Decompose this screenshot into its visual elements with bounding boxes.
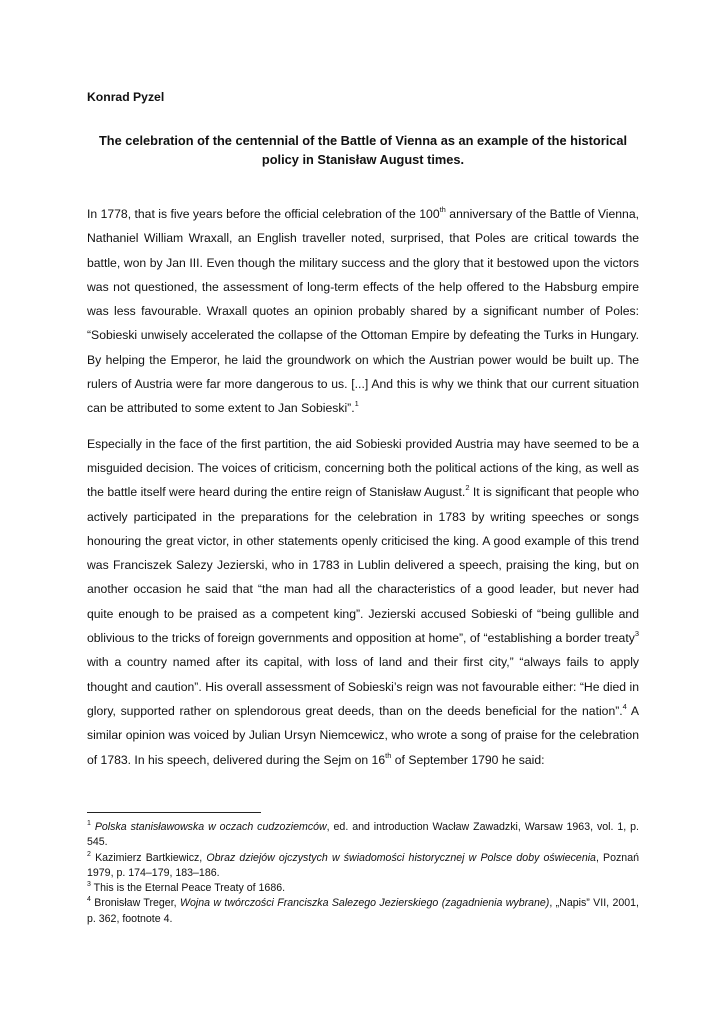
footnote: [87, 820, 639, 851]
footnote: [87, 851, 639, 882]
text-run: anniversary of the Battle of Vienna, Nathaniel William Wraxall, an English traveller noted, surprised, that Poles are critical towards the battle, won by Jan III. Even though the military success and the glory that it bestowed upon the victors was not questioned, the assessment of long-term effects of the help offered to the Habsburg empire was less favourable. Wraxall quotes an opinion probably shared by a significant number of Poles: “Sobieski unwisely accelerated the collapse of the Ottoman Empire by defeating the Turks in Hungary. By helping the Emperor, he laid the groundwork on which the Austrian power would be built up. The rulers of Austria were far more dangerous to us. [...] And this is why we think that our current situation can be attributed to some extent to Jan Sobieski”.: [87, 207, 639, 416]
footnote-text: , „Napis” VII, 2001, p. 362, footnote 4.: [87, 897, 639, 925]
paragraph: [87, 432, 639, 772]
superscript-marker: th: [385, 750, 392, 760]
author-name: Konrad Pyzel: [87, 90, 165, 104]
text-run: Especially in the face of the first partition, the aid Sobieski provided Austria may have seemed to be a misguided decision. The voices of criticism, concerning both the political actions of the king, as well as the battle itself were heard during the entire reign of Stanisław August.: [87, 436, 639, 500]
text-run: of September 1790 he said:: [391, 752, 545, 767]
text-run: In 1778, that is five years before the official celebration of the 100: [87, 207, 440, 221]
superscript-marker: th: [439, 205, 446, 214]
footnote: [87, 881, 639, 896]
text-run: with a country named after its capital, with loss of land and their first city,” “always fails to apply thought and caution”. His overall assessment of Sobieski’s reign was not favourable either: “He died in glory, supported rather on splendorous great deeds, than on the deeds beneficial for the nation”.: [87, 655, 639, 718]
footnote-text: Kazimierz Bartkiewicz,: [95, 851, 207, 864]
superscript-marker: 1: [354, 399, 359, 409]
footnote-title: Obraz dziejów ojczystych w świadomości historycznej w Polsce doby oświecenia: [206, 851, 596, 864]
footnote-number: 4: [87, 896, 91, 904]
footnote-number: 3: [87, 881, 91, 889]
article-body: [87, 202, 639, 783]
text-run: It is significant that people who actively participated in the preparations for the celebration in 1783 by writing speeches or songs honouring the great victor, in other statements openly criticised the king. A good example of this trend was Franciszek Salezy Jezierski, who in 1783 in Lublin delivered a speech, praising the king, but on another occasion he said that “the man had all the characteristics of a good leader, but never had quite enough to be praised as a competent king”. Jezierski accused Sobieski of “being gullible and oblivious to the tricks of foreign governments and opposition at home”, of “establishing a border treaty: [87, 485, 639, 646]
footnote-text: , Poznań 1979, p. 174–179, 183–186.: [87, 851, 639, 879]
footnote-separator: [87, 812, 261, 813]
footnote-number: 1: [87, 820, 91, 827]
footnote-text: This is the Eternal Peace Treaty of 1686.: [93, 882, 286, 895]
paragraph: [87, 202, 639, 421]
footnotes: [87, 820, 639, 927]
superscript-marker: 2: [465, 483, 470, 493]
footnote-text: , ed. and introduction Wacław Zawadzki, Warsaw 1963, vol. 1, p. 545.: [87, 821, 639, 849]
text-run: A similar opinion was voiced by Julian Ursyn Niemcewicz, who wrote a song of praise for the celebration of 1783. In his speech, delivered during the Sejm on 16: [87, 703, 639, 767]
footnote: [87, 896, 639, 927]
footnote-number: 2: [87, 850, 91, 858]
superscript-marker: 3: [634, 629, 639, 639]
article-title: The celebration of the centennial of the Battle of Vienna as an example of the historical policy in Stanisław August times.: [98, 133, 628, 167]
footnote-title: Wojna w twórczości Franciszka Salezego Jezierskiego (zagadnienia wybrane): [179, 897, 550, 910]
superscript-marker: 4: [622, 701, 627, 711]
footnote-title: Polska stanisławowska w oczach cudzoziemców: [94, 821, 327, 833]
footnote-text: Bronisław Treger,: [94, 897, 180, 910]
